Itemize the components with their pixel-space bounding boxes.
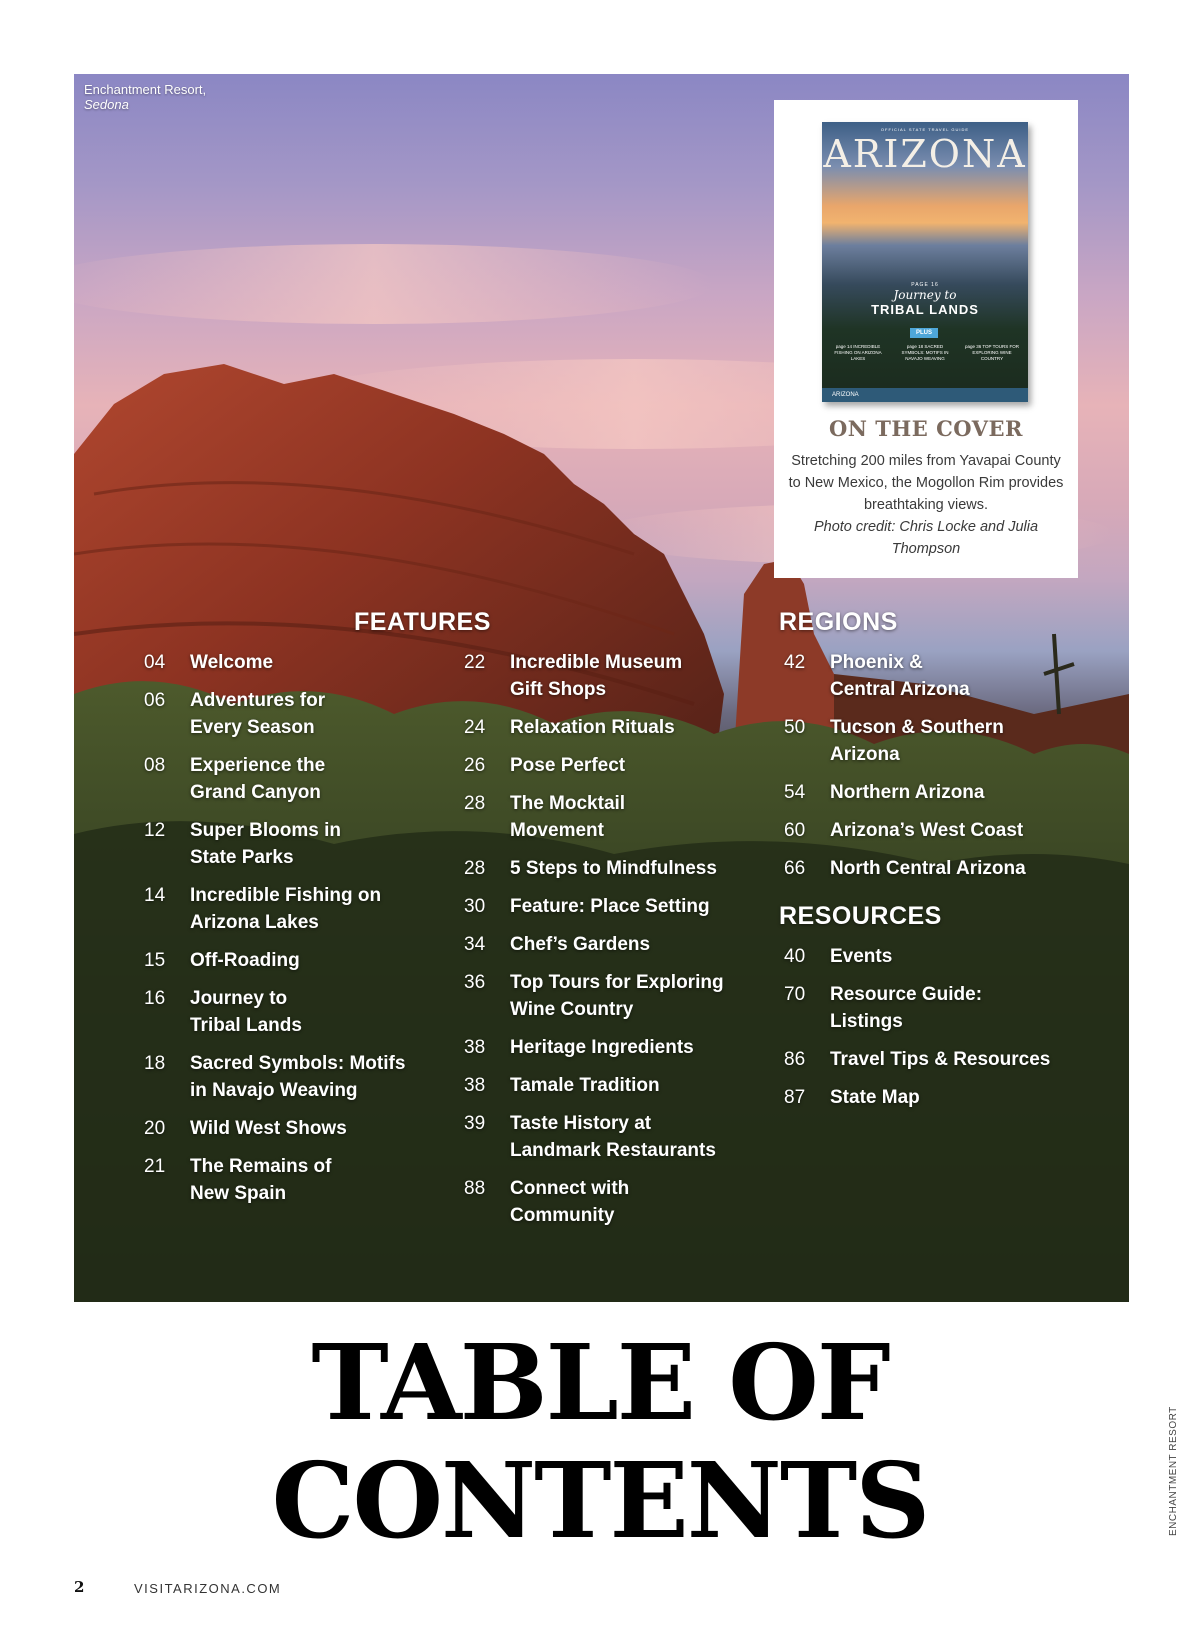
- toc-title: Pose Perfect: [510, 755, 626, 776]
- toc-page-number: 28: [464, 858, 486, 879]
- toc-entry[interactable]: [464, 1034, 764, 1072]
- toc-title: Wild West Shows: [190, 1118, 347, 1139]
- toc-title: The Remains of New Spain: [190, 1156, 332, 1204]
- toc-title: North Central Arizona: [830, 858, 1026, 879]
- toc-title: Tucson & Southern Arizona: [830, 717, 1004, 765]
- toc-title: Welcome: [190, 652, 274, 673]
- toc-page-number: 60: [784, 820, 806, 841]
- toc-title: Incredible Fishing on Arizona Lakes: [190, 885, 382, 933]
- toc-entry[interactable]: [464, 1072, 764, 1110]
- magazine-title: ARIZONA: [823, 132, 1027, 176]
- magazine-teaser: page 14 INCREDIBLE FISHING ON ARIZONA LAKES: [834, 344, 882, 361]
- toc-page-number: 36: [464, 972, 486, 993]
- toc-page-number: 38: [464, 1075, 486, 1096]
- photo-caption-city: Sedona: [84, 97, 129, 112]
- toc-page-number: 18: [144, 1053, 166, 1074]
- on-the-cover-box: [774, 100, 1078, 578]
- page-title: [0, 1321, 1200, 1562]
- toc-page-number: 86: [784, 1049, 806, 1070]
- toc-title: Arizona’s West Coast: [830, 820, 1024, 841]
- site-url[interactable]: VISITARIZONA.COM: [134, 1581, 282, 1596]
- toc-entry[interactable]: [464, 752, 764, 790]
- toc-page-number: 39: [464, 1113, 486, 1134]
- toc-page-number: 22: [464, 652, 486, 673]
- toc-title: Super Blooms in State Parks: [190, 820, 341, 868]
- toc-page-number: 34: [464, 934, 486, 955]
- toc-entry[interactable]: [784, 1084, 1084, 1122]
- regions-heading: REGIONS: [779, 608, 898, 636]
- toc-entry[interactable]: [784, 714, 1084, 779]
- toc-entry[interactable]: [144, 687, 414, 752]
- toc-title: Sacred Symbols: Motifs in Navajo Weaving: [190, 1053, 406, 1101]
- toc-title: Incredible Museum Gift Shops: [510, 652, 683, 700]
- toc-entry[interactable]: [144, 985, 444, 1050]
- toc-entry[interactable]: [144, 752, 444, 817]
- toc-title: Chef’s Gardens: [510, 934, 651, 955]
- features-column-2: [464, 649, 764, 1240]
- toc-page-number: 66: [784, 858, 806, 879]
- toc-page-number: 15: [144, 950, 166, 971]
- page-title-line-2: CONTENTS: [271, 1439, 929, 1562]
- toc-entry[interactable]: [144, 947, 444, 985]
- toc-entry[interactable]: [784, 981, 1084, 1046]
- magazine-journey: Journey to: [893, 288, 957, 302]
- toc-title: Relaxation Rituals: [510, 717, 675, 738]
- toc-page-number: 28: [464, 793, 486, 814]
- toc-entry[interactable]: [144, 1153, 444, 1218]
- toc-page-number: 42: [784, 652, 806, 673]
- toc-title: The Mocktail Movement: [510, 793, 626, 841]
- toc-title: Phoenix & Central Arizona: [830, 652, 970, 700]
- toc-page-number: 08: [144, 755, 166, 776]
- toc-entry[interactable]: [784, 1046, 1084, 1084]
- toc-title: Resource Guide: Listings: [830, 984, 983, 1032]
- toc-entry[interactable]: [144, 649, 444, 687]
- toc-page-number: 87: [784, 1087, 806, 1108]
- toc-entry[interactable]: [464, 1110, 764, 1175]
- toc-page-number: 20: [144, 1118, 166, 1139]
- cover-photo-credit: Photo credit: Chris Locke and Julia Thompson: [813, 519, 1039, 557]
- toc-page-number: 88: [464, 1178, 486, 1199]
- on-the-cover-heading: ON THE COVER: [829, 416, 1023, 441]
- hero-photo: [74, 74, 1129, 1302]
- toc-page-number: 70: [784, 984, 806, 1005]
- toc-title: Adventures for Every Season: [190, 690, 326, 738]
- toc-entry[interactable]: [784, 817, 1084, 855]
- toc-entry[interactable]: [784, 943, 1084, 981]
- features-heading: FEATURES: [354, 608, 491, 636]
- toc-page-number: 40: [784, 946, 806, 967]
- features-column-1: [144, 649, 444, 1218]
- toc-page-number: 06: [144, 690, 166, 711]
- toc-entry[interactable]: [144, 817, 444, 882]
- toc-entry[interactable]: [784, 855, 1084, 893]
- toc-title: Off-Roading: [190, 950, 300, 971]
- toc-page-number: 12: [144, 820, 166, 841]
- toc-page-number: 30: [464, 896, 486, 917]
- page-title-line-1: TABLE OF: [311, 1321, 889, 1444]
- toc-page-number: 14: [144, 885, 166, 906]
- magazine-tribal-lands: TRIBAL LANDS: [871, 302, 979, 317]
- toc-page-number: 21: [144, 1156, 166, 1177]
- toc-entry[interactable]: [464, 1175, 764, 1240]
- toc-entry[interactable]: [144, 1050, 444, 1115]
- toc-entry[interactable]: [464, 790, 764, 855]
- magazine-teaser: page 18 SACRED SYMBOLS: MOTIFS IN NAVAJO WEAVING: [901, 344, 949, 361]
- resources-heading: RESOURCES: [779, 902, 942, 930]
- magazine-plus-badge: PLUS: [910, 328, 938, 338]
- toc-entry[interactable]: [464, 714, 764, 752]
- magazine-teaser: page 36 TOP TOURS FOR EXPLORING WINE COUNTRY: [964, 344, 1020, 361]
- side-photo-credit: ENCHANTMENT RESORT: [1168, 1406, 1179, 1536]
- toc-title: Heritage Ingredients: [510, 1037, 694, 1058]
- cover-description: Stretching 200 miles from Yavapai County to New Mexico, the Mogollon Rim provides breathtaking views.: [788, 453, 1064, 513]
- magazine-page-ref: PAGE 16: [911, 282, 939, 288]
- toc-title: Northern Arizona: [830, 782, 985, 803]
- toc-page-number: 54: [784, 782, 806, 803]
- photo-caption-location: Enchantment Resort,: [84, 82, 207, 97]
- toc-entry[interactable]: [464, 893, 764, 931]
- regions-column: [784, 649, 1084, 893]
- magazine-teasers: [828, 344, 1022, 362]
- toc-title: Journey to Tribal Lands: [190, 988, 302, 1036]
- toc-title: Travel Tips & Resources: [830, 1049, 1051, 1070]
- toc-entry[interactable]: [784, 649, 1084, 714]
- toc-title: State Map: [830, 1087, 920, 1108]
- magazine-footer: ARIZONA: [822, 388, 1028, 402]
- toc-page-number: 26: [464, 755, 486, 776]
- toc-page-number: 24: [464, 717, 486, 738]
- toc-title: Taste History at Landmark Restaurants: [510, 1113, 716, 1161]
- toc-page-number: 50: [784, 717, 806, 738]
- magazine-cover-thumbnail: [822, 122, 1028, 402]
- toc-title: Top Tours for Exploring Wine Country: [510, 972, 724, 1020]
- toc-entry[interactable]: [464, 649, 764, 714]
- toc-title: Tamale Tradition: [510, 1075, 660, 1096]
- toc-title: Events: [830, 946, 893, 967]
- toc-title: Experience the Grand Canyon: [190, 755, 326, 803]
- toc-page-number: 38: [464, 1037, 486, 1058]
- toc-title: 5 Steps to Mindfulness: [510, 858, 717, 879]
- toc-entry[interactable]: [464, 931, 764, 969]
- resources-column: [784, 943, 1084, 1122]
- toc-entry[interactable]: [464, 855, 764, 893]
- toc-entry[interactable]: [144, 882, 444, 947]
- toc-entry[interactable]: [464, 969, 764, 1034]
- magazine-kicker: OFFICIAL STATE TRAVEL GUIDE: [880, 127, 970, 132]
- page-number: 2: [74, 1578, 85, 1596]
- toc-title: Connect with Community: [510, 1178, 630, 1226]
- toc-page-number: 04: [144, 652, 166, 673]
- toc-entry[interactable]: [784, 779, 1084, 817]
- toc-entry[interactable]: [144, 1115, 444, 1153]
- photo-caption: [84, 82, 206, 112]
- toc-page-number: 16: [144, 988, 166, 1009]
- toc-title: Feature: Place Setting: [510, 896, 710, 917]
